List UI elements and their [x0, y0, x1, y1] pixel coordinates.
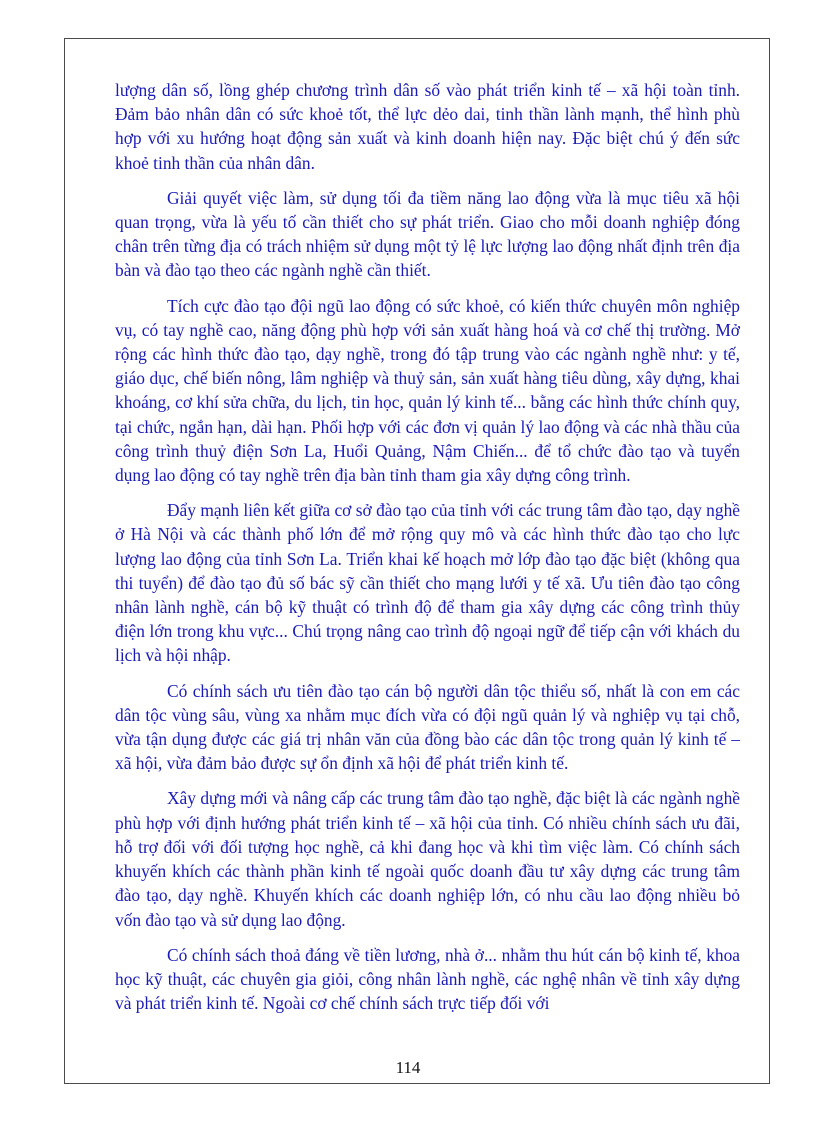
paragraph: Có chính sách thoả đáng về tiền lương, nhà ở... nhằm thu hút cán bộ kinh tế, khoa học kỹ thuật, các chuyên gia giỏi, công nhân lành nghề, các nghệ nhân về tỉnh xây dựng và phát triển kinh tế. Ngoài cơ chế chính sách trực tiếp đối với	[115, 944, 740, 1014]
document-body	[115, 78, 740, 1026]
paragraph: Tích cực đào tạo đội ngũ lao động có sức khoẻ, có kiến thức chuyên môn nghiệp vụ, có tay nghề cao, năng động phù hợp với sản xuất hàng hoá và cơ chế thị trường. Mở rộng các hình thức đào tạo, dạy nghề, trong đó tập trung vào các ngành nghề như: y tế, giáo dục, chế biến nông, lâm nghiệp và thuỷ sản, sản xuất hàng tiêu dùng, xây dựng, khai khoáng, cơ khí sửa chữa, du lịch, tin học, quản lý kinh tế... bằng các hình thức chính quy, tại chức, ngắn hạn, dài hạn. Phối hợp với các đơn vị quản lý lao động và các nhà thầu của công trình thuỷ điện Sơn La, Huổi Quảng, Nậm Chiến... để tổ chức đào tạo và tuyển dụng lao động có tay nghề trên địa bàn tỉnh tham gia xây dựng công trình.	[115, 295, 740, 486]
paragraph: Đẩy mạnh liên kết giữa cơ sở đào tạo của tỉnh với các trung tâm đào tạo, dạy nghề ở Hà Nội và các thành phố lớn để mở rộng quy mô và các hình thức đào tạo cho lực lượng lao động của tỉnh Sơn La. Triển khai kế hoạch mở lớp đào tạo đặc biệt (không qua thi tuyển) để đào tạo đủ số bác sỹ cần thiết cho mạng lưới y tế xã. Ưu tiên đào tạo công nhân lành nghề, cán bộ kỹ thuật có trình độ để tham gia xây dựng các công trình thủy điện lớn trong khu vực... Chú trọng nâng cao trình độ ngoại ngữ để tiếp cận với khách du lịch và hội nhập.	[115, 500, 740, 666]
paragraph: Xây dựng mới và nâng cấp các trung tâm đào tạo nghề, đặc biệt là các ngành nghề phù hợp với định hướng phát triển kinh tế – xã hội của tỉnh. Có nhiều chính sách ưu đãi, hỗ trợ đối với đối tượng học nghề, cả khi đang học và khi tìm việc làm. Có chính sách khuyến khích các thành phần kinh tế ngoài quốc doanh đầu tư xây dựng các trung tâm đào tạo, dạy nghề. Khuyến khích các doanh nghiệp lớn, có nhu cầu lao động nhiều bỏ vốn đào tạo và sử dụng lao động.	[115, 788, 740, 930]
page-number: 114	[395, 1058, 421, 1077]
paragraph: lượng dân số, lồng ghép chương trình dân số vào phát triển kinh tế – xã hội toàn tỉnh. Đảm bảo nhân dân có sức khoẻ tốt, thể lực dẻo dai, tinh thần lành mạnh, thể hình phù hợp với xu hướng hoạt động sản xuất và kinh doanh hiện nay. Đặc biệt chú ý đến sức khoẻ tinh thần của nhân dân.	[115, 80, 740, 173]
paragraph: Có chính sách ưu tiên đào tạo cán bộ người dân tộc thiểu số, nhất là con em các dân tộc vùng sâu, vùng xa nhằm mục đích vừa có đội ngũ quản lý và nghiệp vụ tại chỗ, vừa tận dụng được các giá trị nhân văn của đồng bào các dân tộc trong quản lý kinh tế – xã hội, vừa đảm bảo được sự ổn định xã hội để phát triển kinh tế.	[115, 680, 740, 774]
paragraph: Giải quyết việc làm, sử dụng tối đa tiềm năng lao động vừa là mục tiêu xã hội quan trọng, vừa là yếu tố cần thiết cho sự phát triển. Giao cho mỗi doanh nghiệp đóng chân trên từng địa có trách nhiệm sử dụng một tỷ lệ lực lượng lao động nhất định trên địa bàn và đào tạo theo các ngành nghề cần thiết.	[115, 187, 740, 281]
